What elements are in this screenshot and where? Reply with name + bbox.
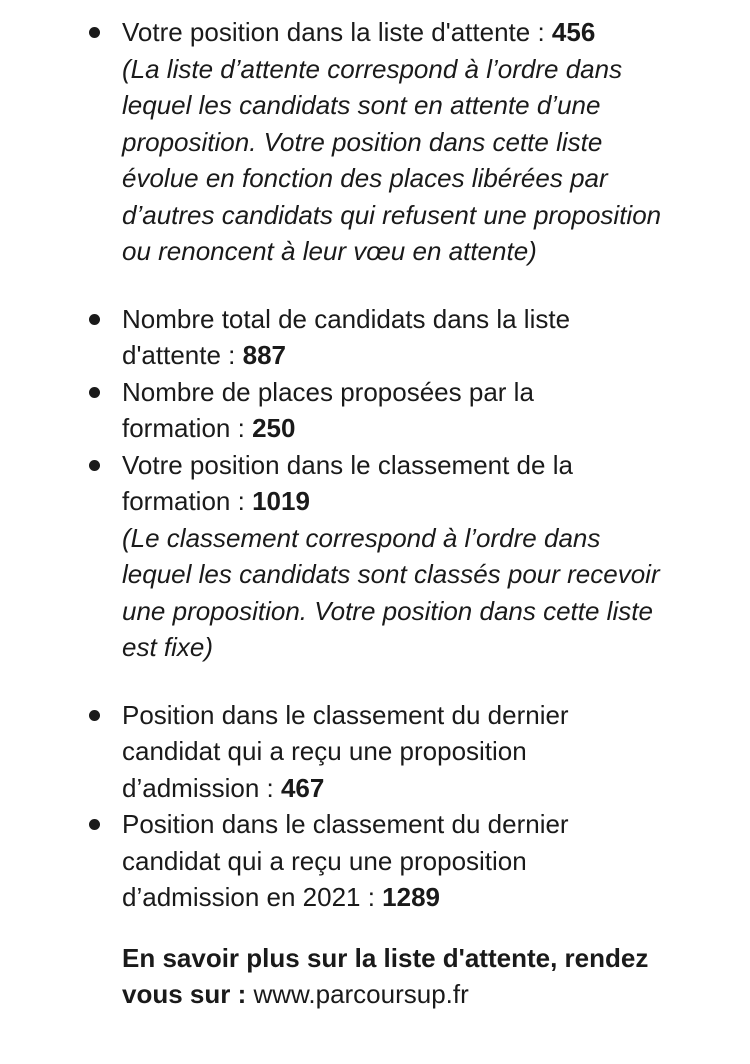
list-item-dernier-candidat-2021 (122, 806, 662, 916)
bullet-icon (89, 27, 100, 38)
list-item-total-candidats (122, 301, 662, 374)
bullet-icon (89, 314, 100, 325)
stat-note: (La liste d’attente correspond à l’ordre dans lequel les candidats sont en attente d’une proposition. Votre position dans cette liste évolue en fonction des places libérées par d’autres candidats qui refusent une proposition ou renoncent à leur vœu en attente) (122, 53, 662, 266)
list-item-position-liste-attente (122, 14, 662, 270)
parcoursup-url[interactable]: www.parcoursup.fr (253, 979, 469, 1009)
bullet-icon (89, 460, 100, 471)
bullet-icon (89, 819, 100, 830)
stat-value: 456 (551, 17, 596, 47)
stat-label: Position dans le classement du dernier candidat qui a reçu une proposition d’admission en 2021 : (122, 809, 569, 912)
footer-note (122, 940, 662, 1013)
list-item-position-classement (122, 447, 662, 666)
footer-lead-text: En savoir plus sur la liste d'attente, rendez vous sur : (122, 942, 649, 1009)
bullet-icon (89, 710, 100, 721)
list-item-dernier-candidat (122, 697, 662, 807)
stat-label: Votre position dans la liste d'attente : (122, 17, 552, 47)
stat-value: 467 (280, 772, 325, 803)
list-item-places-proposees (122, 374, 662, 447)
stat-note: (Le classement correspond à l’ordre dans lequel les candidats sont classés pour recevoir une proposition. Votre position dans cette liste est fixe) (122, 522, 660, 662)
stat-value: 1289 (382, 882, 441, 912)
stat-label: Nombre de places proposées par la formation : (122, 376, 534, 443)
stat-label: Votre position dans le classement de la formation : (122, 449, 573, 516)
stat-value: 250 (252, 413, 296, 443)
bullet-icon (89, 387, 100, 398)
stat-label: Position dans le classement du dernier candidat qui a reçu une proposition d’admission : (122, 699, 569, 803)
stat-value: 887 (242, 340, 286, 370)
stat-label: Nombre total de candidats dans la liste d'attente : (122, 303, 571, 370)
waitlist-stats-list (122, 14, 662, 916)
stat-value: 1019 (252, 486, 310, 516)
